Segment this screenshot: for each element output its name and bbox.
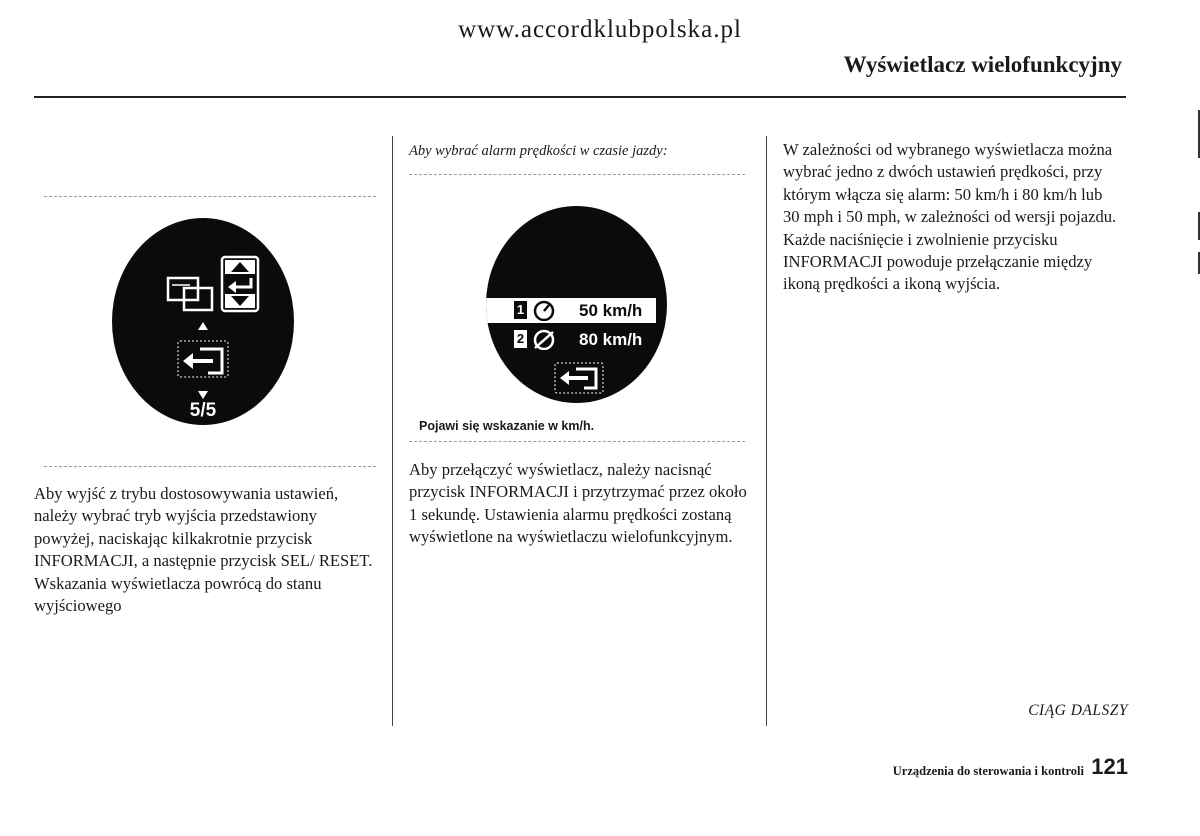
footer-section-name: Urządzenia do sterowania i kontroli (892, 764, 1084, 778)
continued-label: CIĄG DALSZY (1028, 702, 1128, 719)
site-url: www.accordklubpolska.pl (458, 16, 742, 43)
figure-top-border (409, 174, 745, 175)
page-number: 121 (1091, 754, 1128, 779)
exit-icon (554, 362, 604, 394)
switch-display-paragraph: Aby przełączyć wyświetlacz, należy nacisnąć przycisk INFORMACJI i przytrzymać przez około 1 sekundę. Ustawienia alarmu prędkości zostaną wyświetlone na wyświetlaczu wielofunkcyjnym. (409, 460, 747, 547)
speed-row-2 (486, 327, 667, 352)
row-number: 2 (514, 330, 527, 348)
up-enter-down-icon (222, 257, 258, 311)
exit-mode-display-graphic (112, 218, 294, 425)
monitor-icon (168, 278, 212, 310)
figure-caption: Pojawi się wskazanie w km/h. (419, 419, 595, 433)
speedometer-off-icon (532, 329, 556, 350)
figure-bottom-border (44, 466, 376, 467)
exit-mode-display (112, 218, 294, 425)
speed-settings-paragraph: W zależności od wybranego wyświetlacza można wybrać jedno z dwóch ustawień prędkości, przy którym włącza się alarm: 50 km/h i 80 km/h lub 30 mph i 50 mph, w zależności od wersji pojazdu. Każde naciśnięcie i zwolnienie przycisku INFORMACJI powoduje przełączanie między ikoną prędkości a ikoną wyjścia. (783, 140, 1117, 294)
row-number: 1 (514, 301, 527, 319)
up-arrow-icon (198, 322, 208, 330)
speed-value: 50 km/h (579, 301, 643, 320)
speed-alarm-display (486, 206, 667, 403)
speed-row-1 (486, 298, 656, 323)
exit-instructions-paragraph: Aby wyjść z trybu dostosowywania ustawień, należy wybrać tryb wyjścia przedstawiony powyżej, naciskając kilkakrotnie przycisk INFORMACJI, a następnie przycisk SEL/ RESET. Wskazania wyświetlacza powrócą do stanu wyjściowego (34, 484, 373, 616)
page-indicator: 5/5 (189, 400, 217, 421)
speed-value: 80 km/h (579, 330, 643, 349)
section-title: Wyświetlacz wielofunkcyjny (843, 52, 1122, 77)
exit-icon (178, 341, 228, 377)
column-divider-right (766, 136, 767, 726)
column-divider-left (392, 136, 393, 726)
speed-alarm-heading: Aby wybrać alarm prędkości w czasie jazdy: (409, 143, 668, 159)
figure-top-border (44, 196, 376, 197)
speedometer-icon (532, 300, 556, 321)
header-rule (34, 96, 1126, 98)
figure-bottom-border (409, 441, 745, 442)
down-arrow-icon (198, 391, 208, 399)
